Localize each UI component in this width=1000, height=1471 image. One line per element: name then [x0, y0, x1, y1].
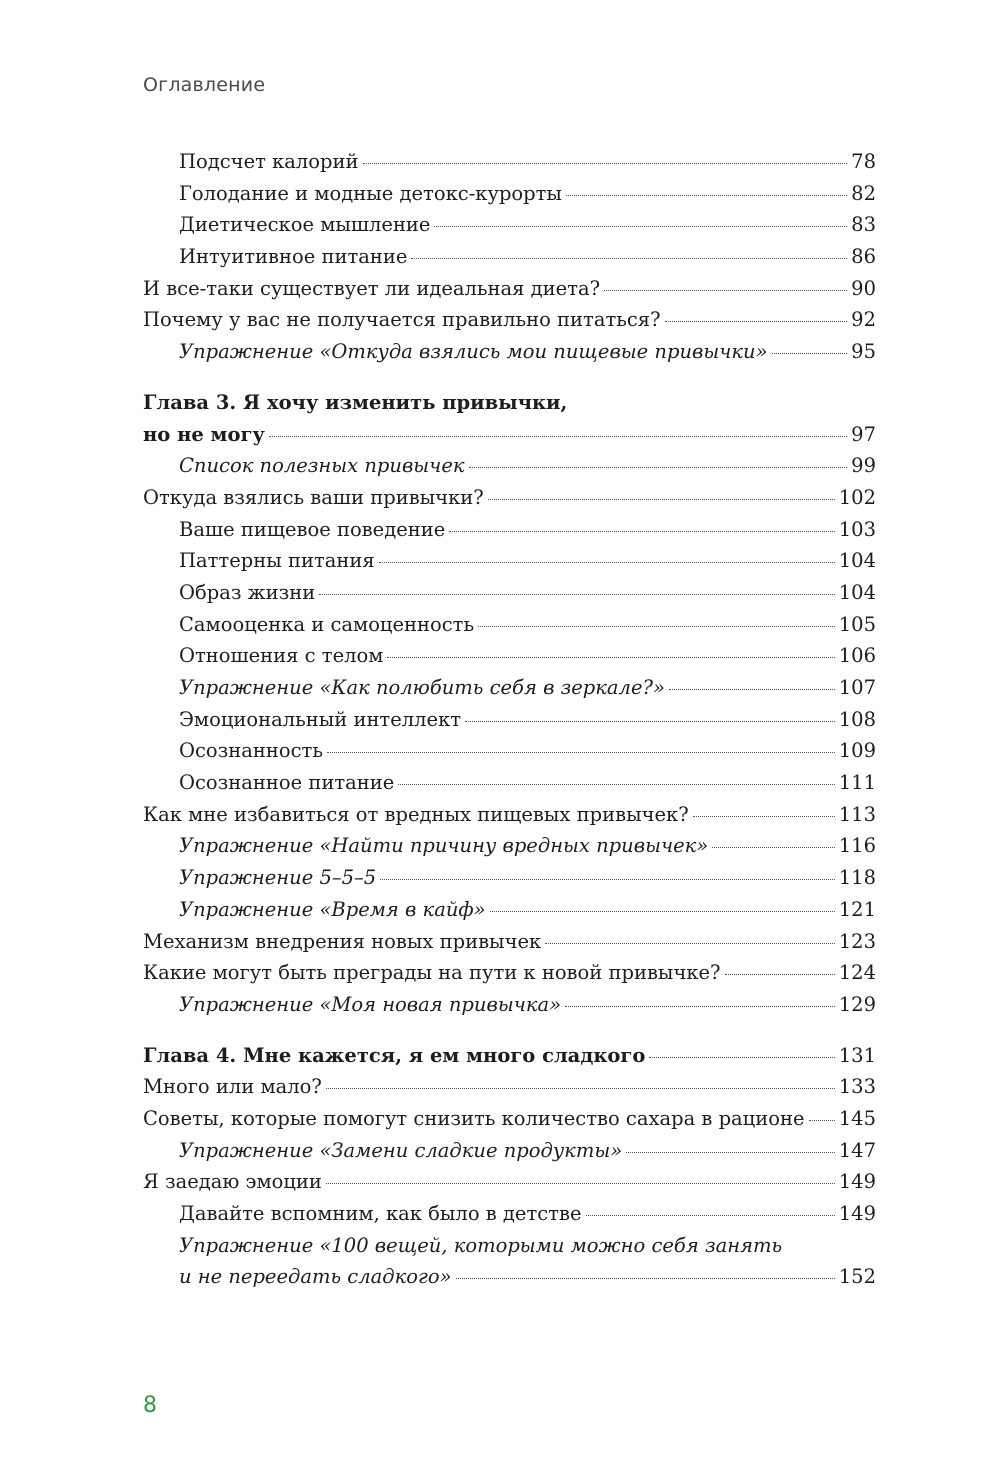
toc-entry-page: 118 — [838, 866, 876, 890]
dot-leader — [725, 974, 835, 975]
dot-leader — [319, 594, 835, 595]
toc-entry-exercise — [143, 1135, 876, 1167]
toc-entry-exercise — [143, 1230, 876, 1262]
toc-entry-title: Откуда взялись ваши привычки? — [143, 485, 484, 509]
toc-entry-title: Механизм внедрения новых привычек — [143, 929, 542, 953]
dot-leader — [379, 562, 835, 563]
toc-entry-page: 121 — [838, 897, 876, 921]
toc-entry-page: 147 — [838, 1138, 876, 1162]
dot-leader — [469, 467, 848, 468]
chapter-heading — [143, 419, 876, 451]
toc-entry-title: Интуитивное питание — [179, 245, 408, 269]
toc-entry-title: Подсчет калорий — [179, 150, 359, 173]
dot-leader — [586, 1215, 835, 1216]
dot-leader — [649, 1057, 834, 1058]
chapter-page: 131 — [838, 1043, 876, 1067]
toc-entry — [143, 1071, 876, 1103]
dot-leader — [434, 226, 847, 227]
toc-entry-page: 145 — [838, 1106, 876, 1130]
toc-entry-exercise — [143, 672, 876, 704]
toc-entry — [143, 146, 876, 178]
toc-entry-title: Самооценка и самоценность — [179, 612, 475, 636]
toc-entry-title: Отношения с телом — [179, 644, 384, 668]
toc-entry — [143, 482, 876, 514]
toc-entry-page: 106 — [838, 644, 876, 668]
toc-entry — [143, 1103, 876, 1135]
dot-leader — [327, 752, 835, 753]
dot-leader — [363, 163, 848, 164]
dot-leader — [456, 1278, 835, 1279]
toc-entry-page: 113 — [838, 802, 876, 826]
chapter-title: Глава 4. Мне кажется, я ем много сладкого — [143, 1043, 646, 1067]
dot-leader — [326, 1183, 835, 1184]
toc-entry-title: Эмоциональный интеллект — [179, 707, 462, 731]
toc-entry-page: 82 — [851, 181, 876, 205]
toc-entry-title: Я заедаю эмоции — [143, 1170, 322, 1194]
toc-entry-page: 111 — [838, 771, 876, 795]
toc-entry-title: Упражнение «Замени сладкие продукты» — [179, 1138, 623, 1162]
toc-entry-title: Осознанность — [179, 739, 323, 763]
toc-entry-page: 105 — [838, 612, 876, 636]
toc-entry-title: Какие могут быть преграды на пути к новой привычке? — [143, 961, 721, 985]
toc-entry-exercise — [143, 336, 876, 368]
dot-leader — [626, 1152, 835, 1153]
toc-entry-title: Почему у вас не получается правильно питаться? — [143, 308, 661, 332]
dot-leader — [398, 784, 834, 785]
toc-entry-exercise — [143, 830, 876, 862]
dot-leader — [269, 436, 847, 437]
toc-entry — [143, 1198, 876, 1230]
toc-entry-title: Как мне избавиться от вредных пищевых привычек? — [143, 802, 689, 826]
toc-entry-page: 99 — [851, 454, 876, 478]
toc-entry — [143, 514, 876, 546]
toc-entry-title-line1: Упражнение «100 вещей, которыми можно себя занять — [179, 1233, 783, 1257]
toc-entry-title: Упражнение «Найти причину вредных привычек» — [179, 834, 709, 858]
dot-leader — [566, 195, 847, 196]
toc-entry-page: 133 — [838, 1075, 876, 1099]
chapter-heading — [143, 1040, 876, 1072]
toc-entry-title: Голодание и модные детокс-курорты — [179, 181, 562, 205]
toc-entry-page: 102 — [838, 485, 876, 509]
dot-leader — [380, 879, 835, 880]
toc-entry — [143, 304, 876, 336]
toc-entry-page: 107 — [838, 676, 876, 699]
toc-entry — [143, 767, 876, 799]
toc-entry-title: Список полезных привычек — [179, 454, 465, 478]
toc-entry-title: Паттерны питания — [179, 549, 375, 573]
toc-entry-exercise — [143, 1261, 876, 1293]
chapter-title-line2: но не могу — [143, 422, 265, 446]
toc-entry-page: 116 — [838, 834, 876, 858]
spacer — [143, 1021, 876, 1040]
toc-entry — [143, 241, 876, 273]
toc-entry — [143, 799, 876, 831]
toc-entry-page: 149 — [838, 1170, 876, 1194]
toc-entry-title: Советы, которые помогут снизить количество сахара в рационе — [143, 1106, 805, 1130]
toc-entry — [143, 1166, 876, 1198]
toc-entry-page: 90 — [851, 276, 876, 300]
dot-leader — [809, 1120, 835, 1121]
dot-leader — [326, 1088, 835, 1089]
toc-entry-title: Упражнение «Как полюбить себя в зеркале?» — [179, 676, 665, 699]
chapter-heading — [143, 387, 876, 419]
toc-entry-page: 104 — [838, 549, 876, 573]
chapter-title-line1: Глава 3. Я хочу изменить привычки, — [143, 390, 568, 414]
spacer — [143, 368, 876, 387]
dot-leader — [478, 626, 835, 627]
dot-leader — [449, 531, 834, 532]
toc-entry-title: Упражнение «Время в кайф» — [179, 897, 486, 921]
dot-leader — [693, 816, 835, 817]
toc-entry — [143, 609, 876, 641]
toc-entry-page: 124 — [838, 961, 876, 985]
page-number: 8 — [143, 1393, 157, 1418]
toc-entry-page: 83 — [851, 213, 876, 237]
toc-entry-title: Упражнение «Откуда взялись мои пищевые привычки» — [179, 340, 768, 364]
toc-entry-page: 108 — [838, 707, 876, 731]
dot-leader — [565, 1006, 835, 1007]
toc-entry-exercise — [143, 862, 876, 894]
toc-entry-title: Осознанное питание — [179, 771, 395, 795]
toc-entry — [143, 545, 876, 577]
toc-entry-title: И все-таки существует ли идеальная диета? — [143, 276, 601, 300]
dot-leader — [665, 321, 848, 322]
toc-entry-title: Упражнение 5–5–5 — [179, 866, 377, 890]
dot-leader — [604, 290, 847, 291]
running-header: Оглавление — [143, 74, 266, 96]
dot-leader — [488, 499, 835, 500]
dot-leader — [772, 353, 848, 354]
toc-entry-page: 129 — [838, 992, 876, 1016]
toc-entry-page: 123 — [838, 929, 876, 953]
toc-entry-exercise — [143, 894, 876, 926]
toc-entry-title: Диетическое мышление — [179, 213, 431, 237]
toc-entry-page: 109 — [838, 739, 876, 763]
toc-entry-title-line2: и не переедать сладкого» — [179, 1265, 452, 1289]
toc-entry — [143, 178, 876, 210]
dot-leader — [465, 721, 835, 722]
dot-leader — [669, 689, 835, 690]
dot-leader — [545, 943, 835, 944]
toc-entry-page: 92 — [851, 308, 876, 332]
toc-entry-page: 86 — [851, 245, 876, 269]
toc-entry-page: 95 — [851, 340, 876, 364]
toc-entry-title: Ваше пищевое поведение — [179, 517, 446, 541]
toc-entry-title: Много или мало? — [143, 1075, 322, 1099]
toc-entry — [143, 209, 876, 241]
table-of-contents — [143, 146, 876, 1293]
toc-entry-page: 104 — [838, 580, 876, 604]
dot-leader — [411, 258, 847, 259]
toc-entry-page: 78 — [851, 150, 876, 173]
toc-entry — [143, 735, 876, 767]
toc-entry-page: 152 — [838, 1265, 876, 1289]
toc-entry — [143, 926, 876, 958]
toc-entry-exercise — [143, 989, 876, 1021]
toc-entry — [143, 957, 876, 989]
dot-leader — [712, 847, 835, 848]
toc-entry-page: 149 — [838, 1202, 876, 1225]
dot-leader — [387, 657, 834, 658]
toc-entry-title: Образ жизни — [179, 580, 316, 604]
toc-entry — [143, 704, 876, 736]
chapter-page: 97 — [851, 422, 876, 446]
toc-entry — [143, 273, 876, 305]
toc-entry-exercise — [143, 450, 876, 482]
toc-entry-page: 103 — [838, 517, 876, 541]
toc-entry — [143, 577, 876, 609]
dot-leader — [490, 911, 835, 912]
toc-entry — [143, 640, 876, 672]
toc-entry-title: Упражнение «Моя новая привычка» — [179, 992, 562, 1016]
toc-entry-title: Давайте вспомним, как было в детстве — [179, 1202, 582, 1225]
